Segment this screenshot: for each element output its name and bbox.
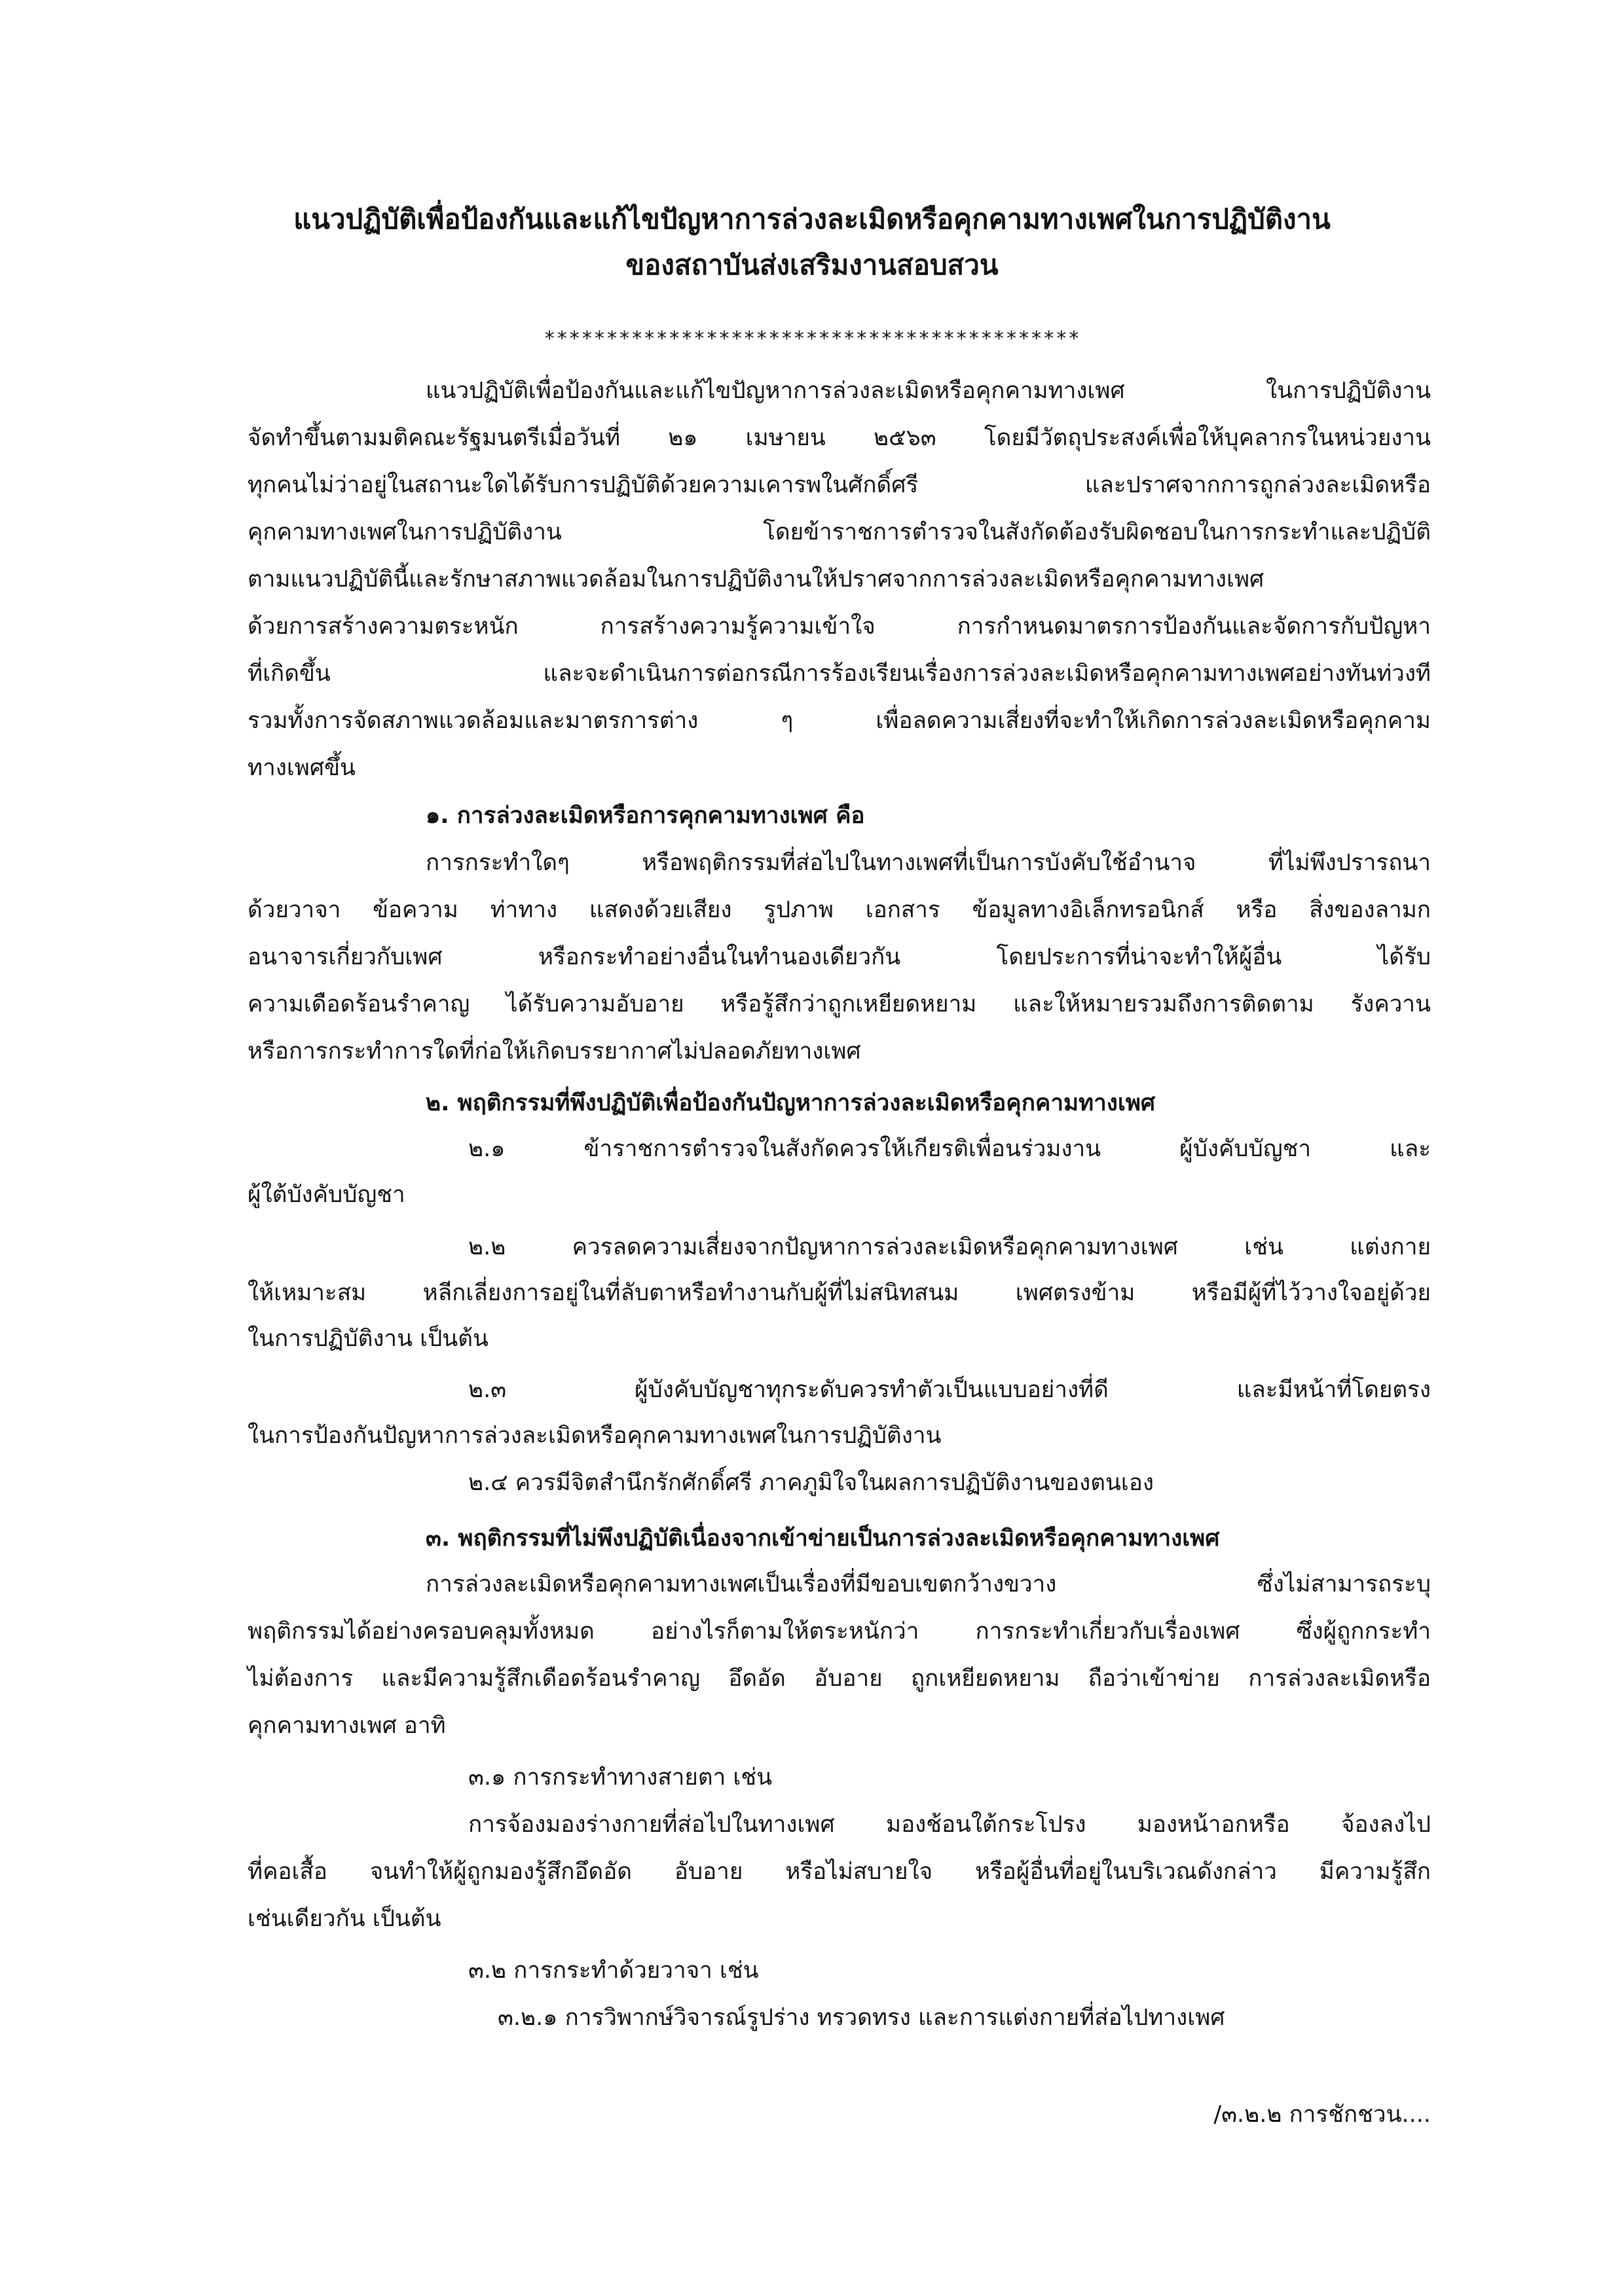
section-2-item-2-2-cont: ให้เหมาะสม หลีกเลี่ยงการอยู่ในที่ลับตาหรือทำงานกับผู้ที่ไม่สนิทสนม เพศตรงข้าม หรือมีผู้ที่ไว้วางใจอยู่ด้วย — [248, 1280, 1431, 1306]
section-3-2-heading: ๓.๒ การกระทำด้วยวาจา เช่น — [468, 1958, 759, 1984]
section-3-1-line: ที่คอเสื้อ จนทำให้ผู้ถูกมองรู้สึกอึดอัด อับอาย หรือไม่สบายใจ หรือผู้อื่นที่อยู่ในบริเวณดังกล่าว มีความรู้สึก — [248, 1859, 1431, 1885]
separator-stars: ******************************************* — [544, 327, 1080, 350]
document-title-line-1: แนวปฏิบัติเพื่อป้องกันและแก้ไขปัญหาการล่วงละเมิดหรือคุกคามทางเพศในการปฏิบัติงาน — [293, 203, 1331, 235]
section-3-1-line: เช่นเดียวกัน เป็นต้น — [248, 1906, 441, 1932]
section-2-heading: ๒. พฤติกรรมที่พึงปฏิบัติเพื่อป้องกันปัญหาการล่วงละเมิดหรือคุกคามทางเพศ — [426, 1090, 1156, 1116]
section-3-line: การล่วงละเมิดหรือคุกคามทางเพศเป็นเรื่องที่มีขอบเขตกว้างขวาง ซึ่งไม่สามารถระบุ — [426, 1571, 1431, 1597]
section-3-1-line: การจ้องมองร่างกายที่ส่อไปในทางเพศ มองช้อนใต้กระโปรง มองหน้าอกหรือ จ้องลงไป — [468, 1812, 1431, 1838]
intro-line: ตามแนวปฏิบัตินี้และรักษาสภาพแวดล้อมในการปฏิบัติงานให้ปราศจากการล่วงละเมิดหรือคุกคามทางเพศ — [248, 566, 1264, 592]
section-2-item-2-1-cont: ผู้ใต้บังคับบัญชา — [248, 1182, 405, 1208]
section-3-1-heading: ๓.๑ การกระทำทางสายตา เช่น — [468, 1764, 773, 1791]
section-3-heading: ๓. พฤติกรรมที่ไม่พึงปฏิบัติเนื่องจากเข้าข่ายเป็นการล่วงละเมิดหรือคุกคามทางเพศ — [426, 1525, 1220, 1552]
section-3-line: คุกคามทางเพศ อาทิ — [248, 1713, 446, 1739]
section-3-2-1-item: ๓.๒.๑ การวิพากษ์วิจารณ์รูปร่าง ทรวดทรง และการแต่งกายที่ส่อไปทางเพศ — [498, 2005, 1225, 2031]
section-2-item-2-1: ๒.๑ ข้าราชการตำรวจในสังกัดควรให้เกียรติเพื่อนร่วมงาน ผู้บังคับบัญชา และ — [468, 1136, 1431, 1162]
section-1-line: อนาจารเกี่ยวกับเพศ หรือกระทำอย่างอื่นในทำนองเดียวกัน โดยประการที่น่าจะทำให้ผู้อื่น ได้รับ — [248, 944, 1431, 970]
section-1-heading: ๑. การล่วงละเมิดหรือการคุกคามทางเพศ คือ — [426, 803, 865, 829]
section-1-line: ด้วยวาจา ข้อความ ท่าทาง แสดงด้วยเสียง รูปภาพ เอกสาร ข้อมูลทางอิเล็กทรอนิกส์ หรือ สิ่งของลามก — [248, 897, 1431, 923]
continuation-note: /๓.๒.๒ การชักชวน.... — [1213, 2102, 1431, 2128]
section-2-item-2-3: ๒.๓ ผู้บังคับบัญชาทุกระดับควรทำตัวเป็นแบบอย่างที่ดี และมีหน้าที่โดยตรง — [468, 1377, 1431, 1403]
section-1-line: หรือการกระทำการใดที่ก่อให้เกิดบรรยากาศไม่ปลอดภัยทางเพศ — [248, 1038, 861, 1065]
section-1-line: ความเดือดร้อนรำคาญ ได้รับความอับอาย หรือรู้สึกว่าถูกเหยียดหยาม และให้หมายรวมถึงการติดตาม รังควาน — [248, 991, 1431, 1017]
document-title-line-2: ของสถาบันส่งเสริมงานสอบสวน — [625, 249, 999, 281]
section-2-item-2-2-cont: ในการปฏิบัติงาน เป็นต้น — [248, 1326, 489, 1352]
intro-line: แนวปฏิบัติเพื่อป้องกันและแก้ไขปัญหาการล่วงละเมิดหรือคุกคามทางเพศ ในการปฏิบัติงาน — [426, 378, 1431, 404]
section-2-item-2-2: ๒.๒ ควรลดความเสี่ยงจากปัญหาการล่วงละเมิดหรือคุกคามทางเพศ เช่น แต่งกาย — [468, 1234, 1431, 1260]
intro-line: คุกคามทางเพศในการปฏิบัติงาน โดยข้าราชการตำรวจในสังกัดต้องรับผิดชอบในการกระทำและปฏิบัติ — [248, 519, 1431, 545]
intro-line: จัดทำขึ้นตามมติคณะรัฐมนตรีเมื่อวันที่ ๒๑ เมษายน ๒๕๖๓ โดยมีวัตถุประสงค์เพื่อให้บุคลากรในหน่วยงาน — [248, 425, 1431, 451]
intro-line: ที่เกิดขึ้น และจะดำเนินการต่อกรณีการร้องเรียนเรื่องการล่วงละเมิดหรือคุกคามทางเพศอย่างทันท่วงที — [248, 661, 1431, 687]
section-2-item-2-4: ๒.๔ ควรมีจิตสำนึกรักศักดิ์ศรี ภาคภูมิใจในผลการปฏิบัติงานของตนเอง — [468, 1470, 1154, 1496]
section-3-line: พฤติกรรมได้อย่างครอบคลุมทั้งหมด อย่างไรก็ตามให้ตระหนักว่า การกระทำเกี่ยวกับเรื่องเพศ ซึ่งผู้ถูกกระทำ — [248, 1618, 1431, 1645]
intro-line: รวมทั้งการจัดสภาพแวดล้อมและมาตรการต่าง ๆ เพื่อลดความเสี่ยงที่จะทำให้เกิดการล่วงละเมิดหรือคุกคาม — [248, 708, 1431, 734]
intro-line: ทางเพศขึ้น — [248, 755, 356, 781]
section-1-line: การกระทำใดๆ หรือพฤติกรรมที่ส่อไปในทางเพศที่เป็นการบังคับใช้อำนาจ ที่ไม่พึงปรารถนา — [426, 850, 1431, 876]
intro-line: ด้วยการสร้างความตระหนัก การสร้างความรู้ความเข้าใจ การกำหนดมาตรการป้องกันและจัดการกับปัญหา — [248, 613, 1431, 640]
intro-line: ทุกคนไม่ว่าอยู่ในสถานะใดได้รับการปฏิบัติด้วยความเคารพในศักดิ์ศรี และปราศจากการถูกล่วงละเมิดหรือ — [248, 472, 1431, 498]
section-2-item-2-3-cont: ในการป้องกันปัญหาการล่วงละเมิดหรือคุกคามทางเพศในการปฏิบัติงาน — [248, 1423, 942, 1449]
section-3-line: ไม่ต้องการ และมีความรู้สึกเดือดร้อนรำคาญ อึดอัด อับอาย ถูกเหยียดหยาม ถือว่าเข้าข่าย การล่วงละเมิดหรือ — [248, 1666, 1431, 1692]
